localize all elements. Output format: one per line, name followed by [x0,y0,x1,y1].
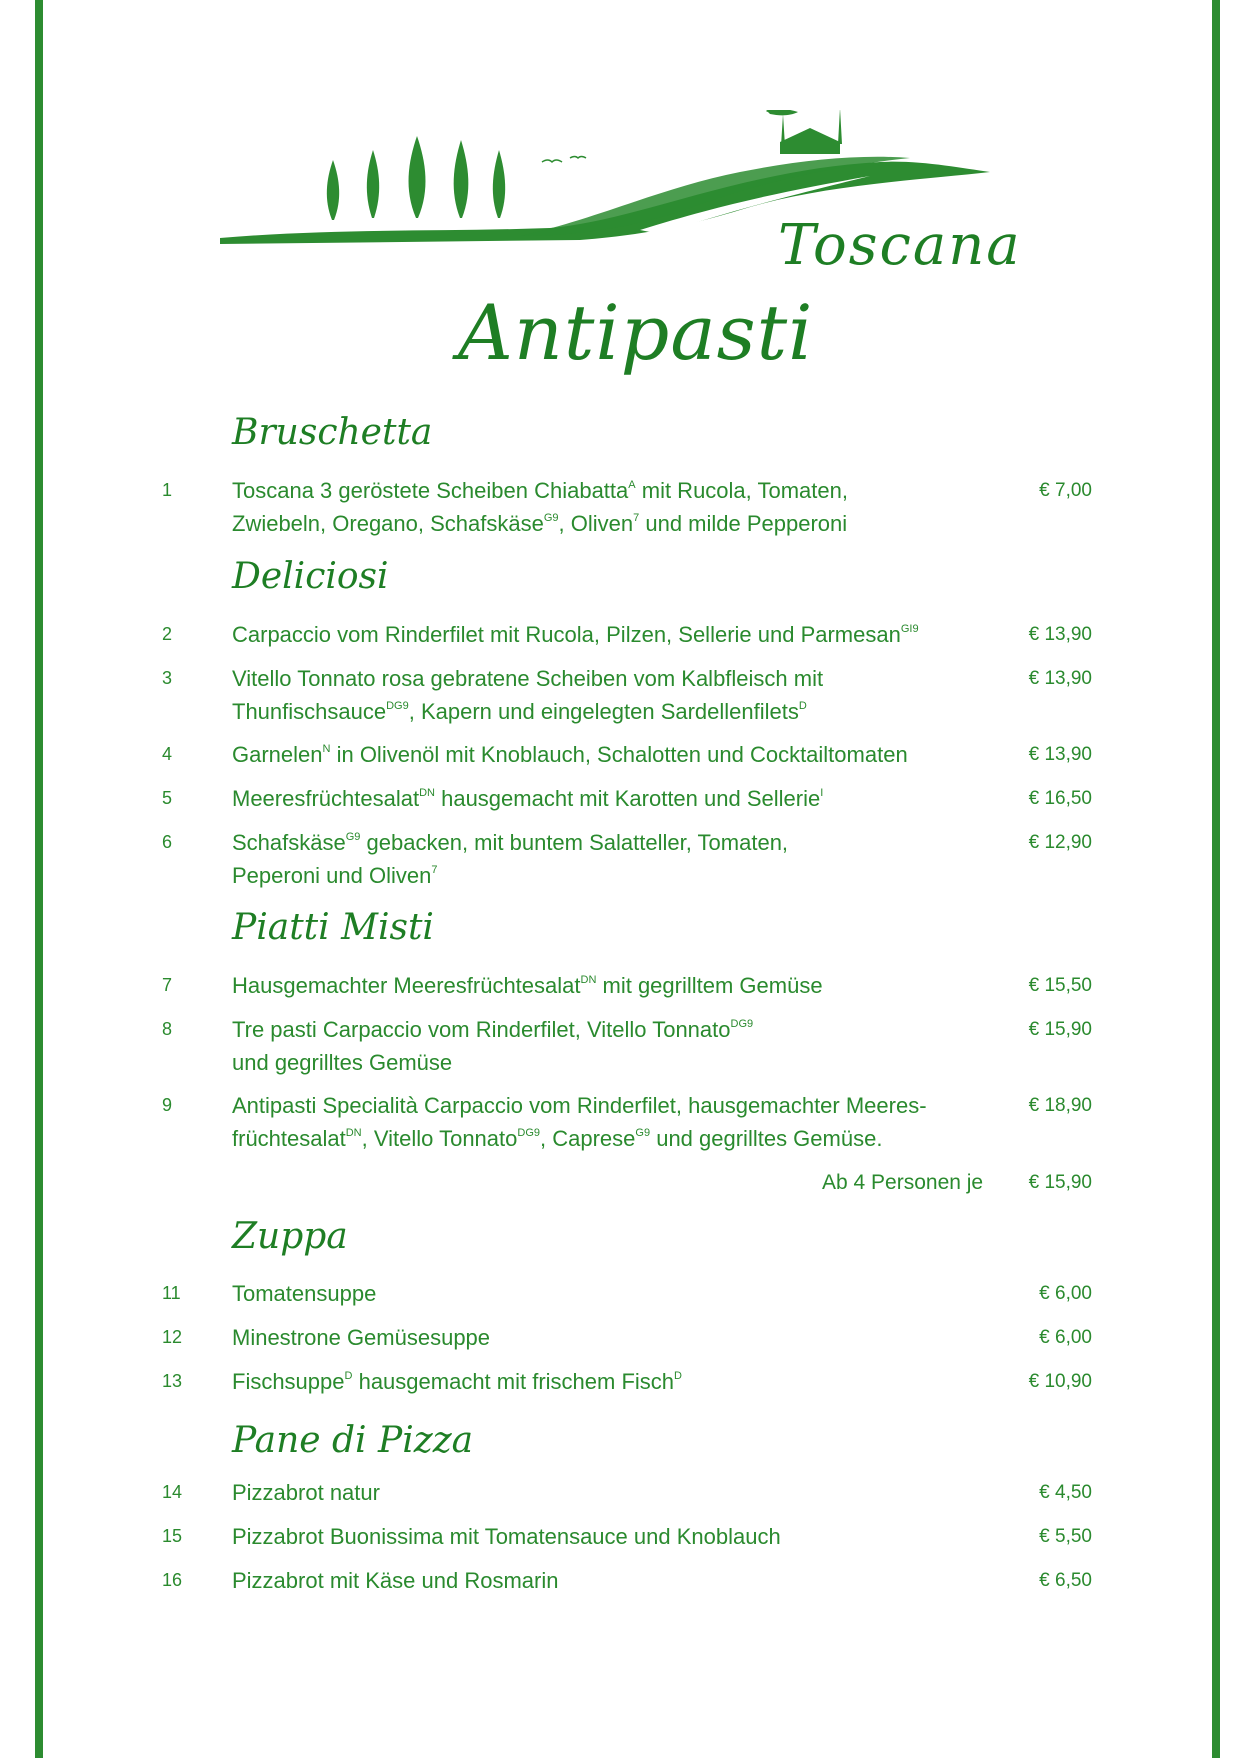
item-number: 11 [162,1283,181,1303]
item-number: 4 [162,744,173,764]
item-description: Toscana 3 geröstete Scheiben Chiabatta$^A$ mit Rucola, Tomaten, Zwiebeln, Oregano, Schafskäse$^{G9}$, Oliven$^7$ und milde Pepperoni [232,478,848,536]
item-description: Meeresfrüchtesalat$^{DN}$ hausgemacht mit Karotten und Sellerie$^I$ [232,786,824,811]
item-number: 1 [162,480,173,500]
item-number: 7 [162,975,173,995]
item-description: Antipasti Specialità Carpaccio vom Rinderfilet, hausgemachter Meeres- früchtesalat$^{DN}$, Vitello Tonnato$^{DG9}$, Caprese$^{G9}$ und gegrilltes Gemüse. [232,1093,927,1151]
item-description: Tre pasti Carpaccio vom Rinderfilet, Vitello Tonnato$^{DG9}$ und gegrilltes Gemüse [232,1017,754,1075]
brand-name: Toscana [778,213,1022,278]
item-description: Pizzabrot mit Käse und Rosmarin [232,1568,559,1593]
section-title-pane-di-pizza: Pane di Pizza [232,1420,474,1461]
cypress-5 [493,150,505,218]
bird-2 [570,157,586,159]
item-description: Schafskäse$^{G9}$ gebacken, mit buntem Salatteller, Tomaten, Peperoni und Oliven$^7$ [232,830,789,888]
item-price: € 6,00 [1039,1327,1092,1348]
item-number: 14 [162,1482,183,1502]
item-description: Hausgemachter Meeresfrüchtesalat$^{DN}$ mit gegrilltem Gemüse [232,973,823,998]
item-description: Carpaccio vom Rinderfilet mit Rucola, Pilzen, Sellerie und Parmesan$^{GI9}$ [232,622,919,647]
item-price: € 16,50 [1028,788,1092,809]
cypress-2 [367,150,379,218]
bird-1 [542,160,562,162]
item-description: Tomatensuppe [232,1281,377,1306]
item-number: 2 [162,624,173,644]
item-price: € 6,00 [1039,1283,1092,1304]
item-price: € 10,90 [1028,1371,1092,1392]
page-border-left [35,0,43,1758]
item-price: € 5,50 [1039,1526,1092,1547]
cypress-3 [409,136,426,218]
item-price: € 13,90 [1028,624,1092,645]
item-description: Garnelen$^N$ in Olivenöl mit Knoblauch, Schalotten und Cocktailtomaten [232,742,908,767]
section-title-deliciosi: Deliciosi [232,556,389,597]
item-price: € 7,00 [1039,480,1092,501]
item-number: 8 [162,1019,173,1039]
section-title-bruschetta: Bruschetta [232,412,433,453]
item-price: € 6,50 [1039,1570,1092,1591]
section-title-zuppa: Zuppa [232,1216,348,1257]
group-price-label: Ab 4 Personen je [822,1171,984,1194]
item-description: Fischsuppe$^D$ hausgemacht mit frischem Fisch$^D$ [232,1369,682,1394]
item-number: 6 [162,832,173,852]
item-number: 13 [162,1371,183,1391]
item-number: 5 [162,788,173,808]
item-price: € 4,50 [1039,1482,1092,1503]
page-border-right [1212,0,1220,1758]
item-price: € 13,90 [1028,668,1092,689]
cypress-1 [327,160,339,220]
item-price: € 12,90 [1028,832,1092,853]
item-price: € 18,90 [1028,1095,1092,1116]
item-number: 16 [162,1570,183,1590]
item-description: Pizzabrot natur [232,1480,380,1505]
group-price: € 15,90 [1028,1172,1092,1193]
item-number: 9 [162,1095,173,1115]
item-price: € 15,50 [1028,975,1092,996]
cypress-4 [454,140,469,218]
item-description: Vitello Tonnato rosa gebratene Scheiben vom Kalbfleisch mit Thunfischsauce$^{DG9}$, Kapern und eingelegten Sardellenfilets$^D$ [232,666,824,724]
item-number: 12 [162,1327,183,1347]
item-price: € 15,90 [1028,1019,1092,1040]
item-description: Pizzabrot Buonissima mit Tomatensauce und Knoblauch [232,1524,781,1549]
item-description: Minestrone Gemüsesuppe [232,1325,491,1350]
farmhouse [780,128,840,154]
item-number: 15 [162,1526,183,1546]
item-price: € 13,90 [1028,744,1092,765]
item-number: 3 [162,668,173,688]
section-title-piatti-misti: Piatti Misti [232,907,434,948]
page-title: Antipasti [458,288,814,377]
